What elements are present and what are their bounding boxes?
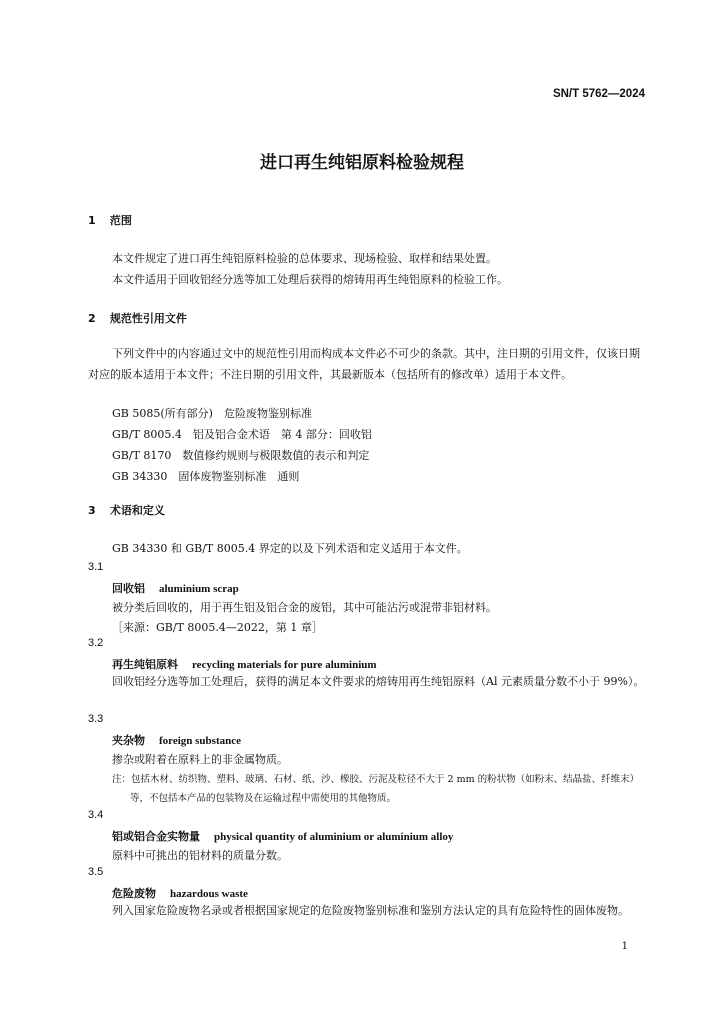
term-number: 3.1	[88, 561, 104, 573]
section-heading	[88, 310, 187, 326]
term-zh: 铝或铝合金实物量	[112, 830, 200, 843]
section-number: 3	[88, 504, 96, 517]
term-number: 3.4	[88, 809, 104, 821]
reference-item: GB/T 8170 数值修约规则与极限数值的表示和判定	[112, 449, 370, 462]
term-zh: 再生纯铝原料	[112, 658, 178, 671]
term-heading	[112, 656, 377, 672]
section-title: 范围	[109, 214, 132, 227]
term-number: 3.2	[88, 637, 104, 649]
term-heading	[112, 828, 453, 844]
paragraph: GB 34330 和 GB/T 8005.4 界定的以及下列术语和定义适用于本文件。	[112, 542, 468, 555]
section-title: 规范性引用文件	[109, 312, 187, 325]
term-note: 注：包括木材、纺织物、塑料、玻璃、石材、纸、沙、橡胶、污泥及粒径不大于 2 mm 的粉状物（如粉末、结晶盐、纤维末）	[112, 774, 640, 785]
paragraph: 本文件适用于回收铝经分选等加工处理后获得的熔铸用再生纯铝原料的检验工作。	[112, 273, 508, 286]
section-heading	[88, 212, 132, 228]
standard-code: SN/T 5762—2024	[552, 88, 645, 100]
term-en: recycling materials for pure aluminium	[192, 659, 377, 671]
section-number: 2	[88, 312, 96, 325]
term-source: ［来源：GB/T 8005.4—2022，第 1 章］	[112, 621, 323, 634]
term-heading	[112, 580, 239, 596]
term-heading	[112, 885, 248, 901]
term-en: aluminium scrap	[159, 583, 239, 595]
term-definition: 被分类后回收的，用于再生铝及铝合金的废铝，其中可能沾污或混带非铝材料。	[112, 601, 497, 614]
reference-item: GB 34330 固体废物鉴别标准 通则	[112, 470, 300, 483]
term-definition: 列入国家危险废物名录或者根据国家规定的危险废物鉴别标准和鉴别方法认定的具有危险特性的固体废物。	[112, 904, 629, 917]
reference-item: GB/T 8005.4 铝及铝合金术语 第 4 部分：回收铝	[112, 428, 372, 441]
page-number: 1	[621, 941, 628, 952]
term-number: 3.5	[88, 866, 104, 878]
term-zh: 回收铝	[112, 582, 145, 595]
term-zh: 危险废物	[112, 887, 156, 900]
term-en: hazardous waste	[170, 888, 248, 900]
document-title: 进口再生纯铝原料检验规程	[260, 153, 464, 173]
term-en: physical quantity of aluminium or aluminium alloy	[214, 831, 454, 843]
section-title: 术语和定义	[109, 504, 165, 517]
term-number: 3.3	[88, 713, 104, 725]
term-definition: 掺杂或附着在原料上的非金属物质。	[112, 753, 288, 766]
term-definition: 回收铝经分选等加工处理后，获得的满足本文件要求的熔铸用再生纯铝原料（Al 元素质量分数不小于 99%）。	[112, 675, 645, 688]
term-heading	[112, 732, 241, 748]
paragraph: 本文件规定了进口再生纯铝原料检验的总体要求、现场检验、取样和结果处置。	[112, 252, 497, 265]
section-number: 1	[88, 214, 96, 227]
term-en: foreign substance	[159, 735, 241, 747]
term-note: 等，不包括本产品的包装物及在运输过程中需使用的其他物质。	[130, 793, 397, 804]
term-zh: 夹杂物	[112, 734, 145, 747]
reference-item: GB 5085(所有部分) 危险废物鉴别标准	[112, 407, 312, 420]
section-heading	[88, 502, 165, 518]
paragraph: 下列文件中的内容通过文中的规范性引用而构成本文件必不可少的条款。其中，注日期的引用文件，仅该日期对应的版本适用于本文件；不注日期的引用文件，其最新版本（包括所有的修改单）适用于本文件。	[88, 347, 640, 381]
term-definition: 原料中可挑出的铝材料的质量分数。	[112, 849, 288, 862]
